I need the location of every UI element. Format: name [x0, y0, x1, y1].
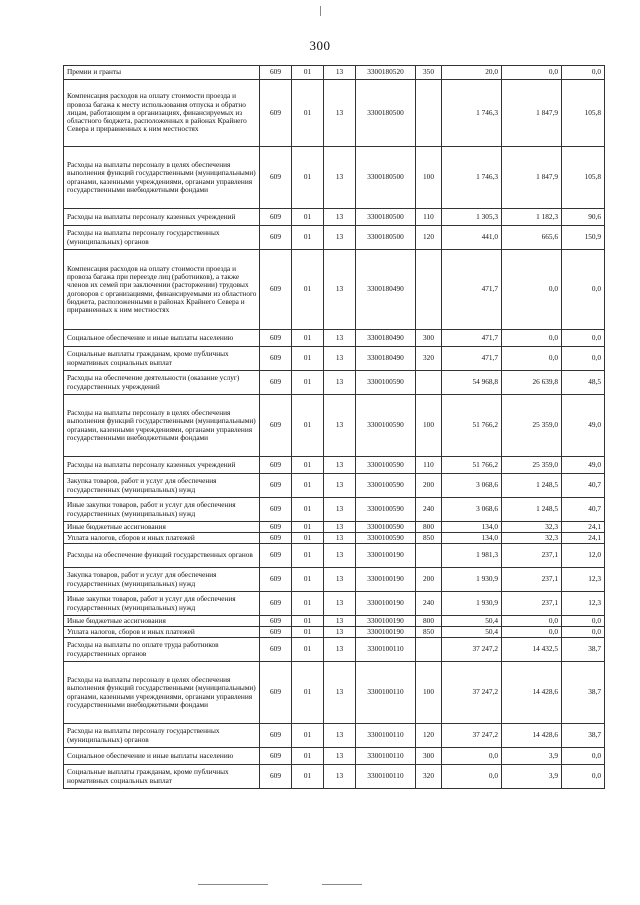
- cell-vr: 100: [416, 662, 442, 724]
- cell-v2: 14 432,5: [502, 638, 562, 662]
- cell-csr: 3300180520: [356, 66, 416, 80]
- table-row: [64, 66, 605, 80]
- cell-ved: 609: [260, 80, 292, 147]
- cell-pr: 13: [324, 748, 356, 765]
- cell-rz: 01: [292, 544, 324, 568]
- cell-name: Расходы на выплаты персоналу государственных (муниципальных) органов: [64, 724, 260, 748]
- cell-csr: 3300180500: [356, 80, 416, 147]
- cell-pr: 13: [324, 533, 356, 544]
- cell-name: Расходы на обеспечение функций государственных органов: [64, 544, 260, 568]
- cell-vr: 100: [416, 147, 442, 209]
- cell-csr: 3300100110: [356, 662, 416, 724]
- cell-pr: 13: [324, 616, 356, 627]
- cell-pr: 13: [324, 395, 356, 457]
- cell-name: Расходы на обеспечение деятельности (оказание услуг) государственных учреждений: [64, 371, 260, 395]
- cell-csr: 3300100190: [356, 616, 416, 627]
- cell-csr: 3300100590: [356, 474, 416, 498]
- table-row: [64, 371, 605, 395]
- cell-vr: 350: [416, 66, 442, 80]
- cell-pr: 13: [324, 330, 356, 347]
- cell-rz: 01: [292, 533, 324, 544]
- cell-csr: 3300180490: [356, 330, 416, 347]
- cell-name: Иные бюджетные ассигнования: [64, 616, 260, 627]
- cell-v2: 0,0: [502, 627, 562, 638]
- cell-v1: 51 766,2: [442, 395, 502, 457]
- cell-rz: 01: [292, 724, 324, 748]
- cell-name: Закупка товаров, работ и услуг для обеспечения государственных (муниципальных) нужд: [64, 474, 260, 498]
- cell-name: Иные закупки товаров, работ и услуг для обеспечения государственных (муниципальных) нужд: [64, 592, 260, 616]
- cell-csr: 3300100590: [356, 457, 416, 474]
- cell-v1: 471,7: [442, 347, 502, 371]
- cell-v2: 32,3: [502, 522, 562, 533]
- cell-ved: 609: [260, 616, 292, 627]
- cell-v2: 0,0: [502, 250, 562, 330]
- cell-csr: 3300100190: [356, 627, 416, 638]
- cell-pr: 13: [324, 498, 356, 522]
- scan-mark-bottom-right: [322, 884, 362, 885]
- cell-rz: 01: [292, 474, 324, 498]
- cell-ved: 609: [260, 765, 292, 789]
- cell-csr: 3300100190: [356, 592, 416, 616]
- cell-v1: 3 068,6: [442, 474, 502, 498]
- cell-pct: 49,0: [562, 457, 605, 474]
- cell-rz: 01: [292, 80, 324, 147]
- cell-ved: 609: [260, 330, 292, 347]
- table-row: [64, 627, 605, 638]
- cell-ved: 609: [260, 748, 292, 765]
- cell-pct: 0,0: [562, 330, 605, 347]
- cell-name: Расходы на выплаты по оплате труда работников государственных органов: [64, 638, 260, 662]
- cell-vr: 300: [416, 748, 442, 765]
- table-row: [64, 765, 605, 789]
- cell-ved: 609: [260, 209, 292, 226]
- cell-csr: 3300180500: [356, 147, 416, 209]
- cell-pct: 48,5: [562, 371, 605, 395]
- table-row: [64, 544, 605, 568]
- cell-name: Расходы на выплаты персоналу государственных (муниципальных) органов: [64, 226, 260, 250]
- cell-csr: 3300100590: [356, 371, 416, 395]
- cell-v2: 237,1: [502, 544, 562, 568]
- cell-vr: 800: [416, 522, 442, 533]
- cell-pct: 40,7: [562, 474, 605, 498]
- cell-v1: 51 766,2: [442, 457, 502, 474]
- cell-vr: 200: [416, 474, 442, 498]
- cell-pct: 0,0: [562, 616, 605, 627]
- cell-pct: 49,0: [562, 395, 605, 457]
- cell-pct: 0,0: [562, 66, 605, 80]
- cell-pr: 13: [324, 638, 356, 662]
- cell-v2: 32,3: [502, 533, 562, 544]
- table-row: [64, 616, 605, 627]
- cell-pr: 13: [324, 250, 356, 330]
- cell-vr: 850: [416, 533, 442, 544]
- table-row: [64, 724, 605, 748]
- cell-pct: 12,0: [562, 544, 605, 568]
- cell-rz: 01: [292, 66, 324, 80]
- cell-v1: 134,0: [442, 522, 502, 533]
- cell-pr: 13: [324, 226, 356, 250]
- cell-pct: 12,3: [562, 592, 605, 616]
- table-row: [64, 347, 605, 371]
- cell-v2: 14 428,6: [502, 724, 562, 748]
- cell-ved: 609: [260, 474, 292, 498]
- cell-v2: 3,9: [502, 765, 562, 789]
- cell-v2: 0,0: [502, 330, 562, 347]
- cell-vr: [416, 371, 442, 395]
- cell-v1: 1 746,3: [442, 147, 502, 209]
- cell-vr: 320: [416, 765, 442, 789]
- cell-ved: 609: [260, 662, 292, 724]
- cell-v2: 0,0: [502, 347, 562, 371]
- cell-v2: 26 639,8: [502, 371, 562, 395]
- cell-name: Иные закупки товаров, работ и услуг для обеспечения государственных (муниципальных) нужд: [64, 498, 260, 522]
- cell-name: Социальное обеспечение и иные выплаты населению: [64, 748, 260, 765]
- cell-name: Социальные выплаты гражданам, кроме публичных нормативных социальных выплат: [64, 347, 260, 371]
- cell-pct: 0,0: [562, 627, 605, 638]
- cell-vr: [416, 80, 442, 147]
- cell-ved: 609: [260, 522, 292, 533]
- cell-rz: 01: [292, 209, 324, 226]
- cell-rz: 01: [292, 147, 324, 209]
- cell-vr: 320: [416, 347, 442, 371]
- cell-name: Социальное обеспечение и иные выплаты населению: [64, 330, 260, 347]
- table-row: [64, 209, 605, 226]
- cell-name: Расходы на выплаты персоналу казенных учреждений: [64, 209, 260, 226]
- cell-csr: 3300100590: [356, 522, 416, 533]
- cell-name: Расходы на выплаты персоналу в целях обеспечения выполнения функций государственными (муниципальными) органами, казенными учреждениями, органами управления государственными внебюджетными фондами: [64, 395, 260, 457]
- cell-name: Расходы на выплаты персоналу в целях обеспечения выполнения функций государственными (муниципальными) органами, казенными учреждениями, органами управления государственными внебюджетными фондами: [64, 147, 260, 209]
- cell-ved: 609: [260, 457, 292, 474]
- cell-rz: 01: [292, 592, 324, 616]
- cell-pct: 24,1: [562, 533, 605, 544]
- cell-rz: 01: [292, 522, 324, 533]
- cell-v1: 1 930,9: [442, 568, 502, 592]
- cell-v1: 0,0: [442, 748, 502, 765]
- cell-rz: 01: [292, 347, 324, 371]
- cell-pr: 13: [324, 66, 356, 80]
- cell-v1: 37 247,2: [442, 638, 502, 662]
- cell-ved: 609: [260, 627, 292, 638]
- cell-pct: 0,0: [562, 748, 605, 765]
- cell-pr: 13: [324, 209, 356, 226]
- table-row: [64, 568, 605, 592]
- cell-pct: 0,0: [562, 250, 605, 330]
- cell-vr: 100: [416, 395, 442, 457]
- cell-pr: 13: [324, 592, 356, 616]
- cell-pct: 105,8: [562, 147, 605, 209]
- cell-ved: 609: [260, 568, 292, 592]
- cell-ved: 609: [260, 592, 292, 616]
- cell-name: Компенсация расходов на оплату стоимости проезда и провоза багажа при переезде лиц (работников), а также членов их семей при заключении (расторжении) трудовых договоров с организациями, финансируемыми из областного бюджета, расположенными в районах Крайнего Севера и приравненных к ним местностях: [64, 250, 260, 330]
- cell-pr: 13: [324, 627, 356, 638]
- cell-csr: 3300100110: [356, 765, 416, 789]
- cell-ved: 609: [260, 638, 292, 662]
- cell-vr: 240: [416, 498, 442, 522]
- cell-ved: 609: [260, 498, 292, 522]
- table-row: [64, 250, 605, 330]
- cell-v1: 20,0: [442, 66, 502, 80]
- cell-vr: 850: [416, 627, 442, 638]
- cell-v2: 1 248,5: [502, 474, 562, 498]
- cell-v2: 1 182,3: [502, 209, 562, 226]
- cell-csr: 3300180500: [356, 226, 416, 250]
- cell-pr: 13: [324, 474, 356, 498]
- cell-ved: 609: [260, 395, 292, 457]
- cell-pr: 13: [324, 80, 356, 147]
- table-row: [64, 330, 605, 347]
- table-row: [64, 226, 605, 250]
- cell-v2: 1 248,5: [502, 498, 562, 522]
- page-number: 300: [309, 38, 331, 53]
- cell-csr: 3300100110: [356, 748, 416, 765]
- cell-v2: 1 847,9: [502, 80, 562, 147]
- cell-v1: 50,4: [442, 627, 502, 638]
- cell-ved: 609: [260, 250, 292, 330]
- cell-csr: 3300180500: [356, 209, 416, 226]
- cell-v2: 25 359,0: [502, 457, 562, 474]
- cell-vr: 300: [416, 330, 442, 347]
- cell-ved: 609: [260, 347, 292, 371]
- cell-rz: 01: [292, 568, 324, 592]
- cell-pct: 24,1: [562, 522, 605, 533]
- cell-rz: 01: [292, 662, 324, 724]
- cell-ved: 609: [260, 147, 292, 209]
- cell-rz: 01: [292, 627, 324, 638]
- cell-csr: 3300100110: [356, 638, 416, 662]
- cell-vr: 120: [416, 724, 442, 748]
- cell-vr: 800: [416, 616, 442, 627]
- cell-v1: 471,7: [442, 250, 502, 330]
- cell-v1: 1 305,3: [442, 209, 502, 226]
- cell-v1: 37 247,2: [442, 662, 502, 724]
- cell-v1: 54 968,8: [442, 371, 502, 395]
- scan-mark-bottom-left: [198, 884, 268, 885]
- table-row: [64, 80, 605, 147]
- cell-name: Уплата налогов, сборов и иных платежей: [64, 627, 260, 638]
- cell-rz: 01: [292, 226, 324, 250]
- cell-v2: 0,0: [502, 66, 562, 80]
- cell-vr: 110: [416, 457, 442, 474]
- cell-rz: 01: [292, 748, 324, 765]
- cell-v1: 471,7: [442, 330, 502, 347]
- cell-rz: 01: [292, 616, 324, 627]
- cell-v1: 0,0: [442, 765, 502, 789]
- cell-v1: 441,0: [442, 226, 502, 250]
- cell-csr: 3300100190: [356, 544, 416, 568]
- cell-v2: 25 359,0: [502, 395, 562, 457]
- cell-csr: 3300180490: [356, 250, 416, 330]
- cell-v2: 3,9: [502, 748, 562, 765]
- cell-pct: 105,8: [562, 80, 605, 147]
- cell-name: Закупка товаров, работ и услуг для обеспечения государственных (муниципальных) нужд: [64, 568, 260, 592]
- cell-csr: 3300100590: [356, 498, 416, 522]
- table-row: [64, 748, 605, 765]
- cell-pct: 150,9: [562, 226, 605, 250]
- cell-pct: 40,7: [562, 498, 605, 522]
- cell-v1: 1 981,3: [442, 544, 502, 568]
- cell-pr: 13: [324, 457, 356, 474]
- cell-rz: 01: [292, 638, 324, 662]
- cell-rz: 01: [292, 330, 324, 347]
- table-row: [64, 498, 605, 522]
- cell-csr: 3300100590: [356, 395, 416, 457]
- cell-csr: 3300100190: [356, 568, 416, 592]
- cell-rz: 01: [292, 395, 324, 457]
- cell-ved: 609: [260, 533, 292, 544]
- cell-name: Расходы на выплаты персоналу в целях обеспечения выполнения функций государственными (муниципальными) органами, казенными учреждениями, органами управления государственными внебюджетными фондами: [64, 662, 260, 724]
- cell-vr: [416, 250, 442, 330]
- cell-ved: 609: [260, 66, 292, 80]
- cell-rz: 01: [292, 371, 324, 395]
- cell-name: Уплата налогов, сборов и иных платежей: [64, 533, 260, 544]
- table-row: [64, 395, 605, 457]
- cell-v2: 1 847,9: [502, 147, 562, 209]
- table-row: [64, 638, 605, 662]
- cell-pr: 13: [324, 347, 356, 371]
- cell-v2: 237,1: [502, 568, 562, 592]
- cell-pct: 0,0: [562, 347, 605, 371]
- table-row: [64, 457, 605, 474]
- cell-v1: 1 746,3: [442, 80, 502, 147]
- cell-pr: 13: [324, 765, 356, 789]
- cell-name: Иные бюджетные ассигнования: [64, 522, 260, 533]
- cell-pr: 13: [324, 568, 356, 592]
- cell-vr: [416, 544, 442, 568]
- cell-v1: 134,0: [442, 533, 502, 544]
- cell-pct: 12,3: [562, 568, 605, 592]
- cell-rz: 01: [292, 250, 324, 330]
- budget-table: [63, 65, 605, 789]
- cell-pr: 13: [324, 662, 356, 724]
- cell-rz: 01: [292, 765, 324, 789]
- cell-csr: 3300100110: [356, 724, 416, 748]
- cell-v1: 1 930,9: [442, 592, 502, 616]
- cell-pct: 38,7: [562, 638, 605, 662]
- cell-pr: 13: [324, 724, 356, 748]
- cell-vr: 200: [416, 568, 442, 592]
- table-row: [64, 662, 605, 724]
- cell-rz: 01: [292, 498, 324, 522]
- cell-v2: 14 428,6: [502, 662, 562, 724]
- cell-v1: 3 068,6: [442, 498, 502, 522]
- cell-rz: 01: [292, 457, 324, 474]
- cell-pr: 13: [324, 371, 356, 395]
- table-row: [64, 147, 605, 209]
- cell-pr: 13: [324, 147, 356, 209]
- cell-csr: 3300180490: [356, 347, 416, 371]
- cell-ved: 609: [260, 371, 292, 395]
- cell-pct: 90,6: [562, 209, 605, 226]
- cell-csr: 3300100590: [356, 533, 416, 544]
- table-row: [64, 522, 605, 533]
- scan-mark-top: [320, 6, 321, 16]
- cell-v2: 237,1: [502, 592, 562, 616]
- cell-pr: 13: [324, 544, 356, 568]
- cell-name: Социальные выплаты гражданам, кроме публичных нормативных социальных выплат: [64, 765, 260, 789]
- cell-pct: 38,7: [562, 724, 605, 748]
- cell-name: Премии и гранты: [64, 66, 260, 80]
- cell-ved: 609: [260, 724, 292, 748]
- cell-pct: 0,0: [562, 765, 605, 789]
- cell-v1: 37 247,2: [442, 724, 502, 748]
- cell-v2: 665,6: [502, 226, 562, 250]
- cell-vr: 110: [416, 209, 442, 226]
- cell-pr: 13: [324, 522, 356, 533]
- cell-ved: 609: [260, 226, 292, 250]
- table-row: [64, 474, 605, 498]
- cell-name: Расходы на выплаты персоналу казенных учреждений: [64, 457, 260, 474]
- cell-vr: [416, 638, 442, 662]
- cell-ved: 609: [260, 544, 292, 568]
- cell-v1: 50,4: [442, 616, 502, 627]
- cell-vr: 120: [416, 226, 442, 250]
- table-row: [64, 592, 605, 616]
- table-row: [64, 533, 605, 544]
- cell-name: Компенсация расходов на оплату стоимости проезда и провоза багажа к месту использования отпуска и обратно лицам, работающим в организациях, финансируемых из областного бюджета, расположенных в районах Крайнего Севера и приравненных к ним местностях: [64, 80, 260, 147]
- cell-v2: 0,0: [502, 616, 562, 627]
- cell-pct: 38,7: [562, 662, 605, 724]
- cell-vr: 240: [416, 592, 442, 616]
